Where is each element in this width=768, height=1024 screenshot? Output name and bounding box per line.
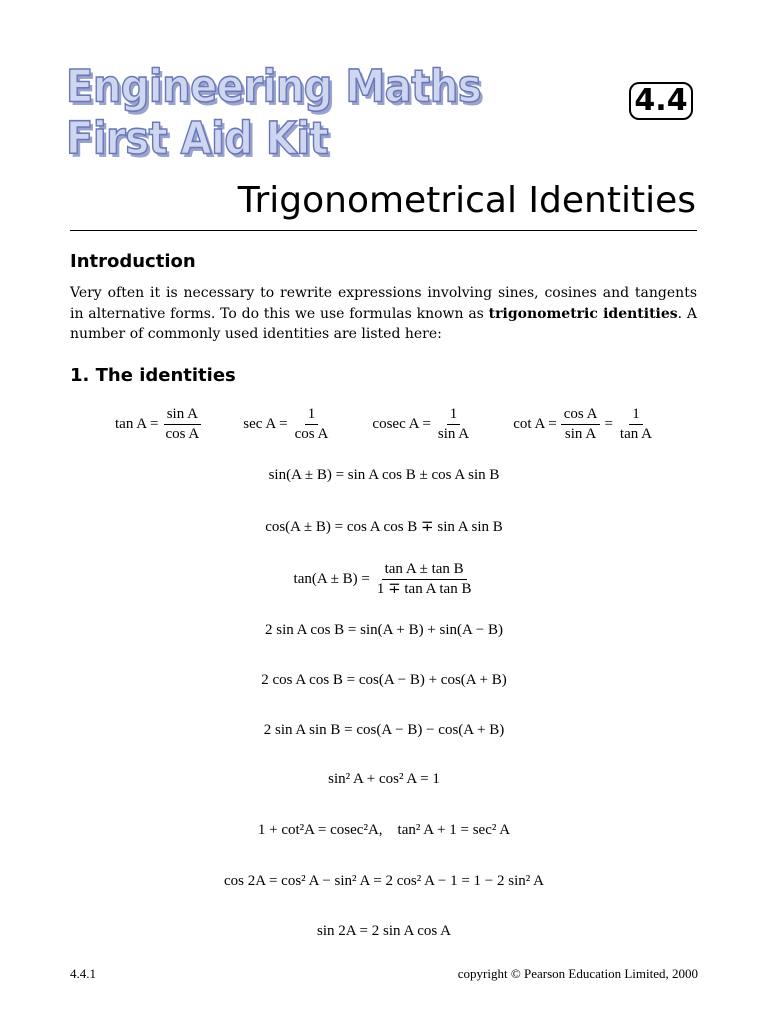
cot-denominator-1: sin A xyxy=(564,426,597,442)
cosec-numerator: 1 xyxy=(447,406,461,425)
identities-heading: 1. The identities xyxy=(70,365,236,386)
product-identity-sin-cos: 2 sin A cos B = sin(A + B) + sin(A − B) xyxy=(264,622,504,638)
pythagorean-identity: sin² A + cos² A = 1 xyxy=(328,771,440,787)
sin-sum-identity: sin(A ± B) = sin A cos B ± cos A sin B xyxy=(268,467,500,483)
tan-sum-identity xyxy=(0,561,768,598)
tan-fraction xyxy=(162,406,202,443)
intro-text-bold-term: trigonometric identities xyxy=(488,305,678,322)
sec-lhs: sec A = xyxy=(243,416,288,432)
pythagorean-identities-cot-tan xyxy=(0,822,768,839)
cot-fraction-2 xyxy=(617,406,655,443)
cot-fraction-1 xyxy=(561,406,601,443)
page-number: 4.4.1 xyxy=(70,966,96,981)
tan-sum-lhs: tan(A ± B) = xyxy=(293,571,370,587)
tan-definition xyxy=(115,406,202,443)
double-angle-cos-identity: cos 2A = cos² A − sin² A = 2 cos² A − 1 = 1 − 2 sin² A xyxy=(223,873,545,889)
tan-numerator: sin A xyxy=(164,406,201,425)
title-divider xyxy=(70,230,697,231)
cot-denominator-2: tan A xyxy=(619,426,652,442)
double-angle-sin-identity: sin 2A = 2 sin A cos A xyxy=(317,923,451,939)
cot-lhs: cot A = xyxy=(513,416,557,432)
tan-sum-expression xyxy=(294,561,475,598)
sec-definition xyxy=(243,406,331,443)
page-title: Trigonometrical Identities xyxy=(237,180,696,221)
cosec-definition xyxy=(372,406,472,443)
introduction-heading: Introduction xyxy=(70,251,196,272)
tan-lhs: tan A = xyxy=(115,416,159,432)
reciprocal-identities-row xyxy=(115,406,655,443)
section-number-badge: 4.4 xyxy=(629,82,693,120)
product-identity-cos-cos: 2 cos A cos B = cos(A − B) + cos(A + B) xyxy=(261,672,507,688)
tan-sum-numerator: tan A ± tan B xyxy=(382,561,467,580)
intro-text-end: . A number of commonly used identities are listed here: xyxy=(70,305,698,342)
sec-numerator: 1 xyxy=(305,406,319,425)
first-aid-kit-logo xyxy=(66,56,482,168)
tan-sum-fraction xyxy=(374,561,475,598)
cot-numerator-1: cos A xyxy=(561,406,601,425)
sec-denominator: cos A xyxy=(294,426,329,442)
cos-sum-identity: cos(A ± B) = cos A cos B ∓ sin A sin B xyxy=(265,519,503,535)
introduction-paragraph xyxy=(70,283,697,345)
cot-equals: = xyxy=(604,416,613,432)
cot-numerator-2: 1 xyxy=(629,406,643,425)
cot-definition xyxy=(513,406,655,443)
sec-fraction xyxy=(292,406,332,443)
pythagorean-cot-tan-text: 1 + cot²A = cosec²A, tan² A + 1 = sec² A xyxy=(257,822,511,838)
logo-line-engineering-maths: Engineering Maths xyxy=(66,61,482,113)
logo-line-first-aid-kit: First Aid Kit xyxy=(66,113,329,165)
cosec-lhs: cosec A = xyxy=(372,416,431,432)
copyright-notice: copyright © Pearson Education Limited, 2000 xyxy=(457,966,698,981)
product-identity-sin-sin: 2 sin A sin B = cos(A − B) − cos(A + B) xyxy=(263,722,505,738)
tan-sum-denominator: 1 ∓ tan A tan B xyxy=(376,581,472,597)
cosec-denominator: sin A xyxy=(437,426,470,442)
cosec-fraction xyxy=(435,406,472,443)
tan-denominator: cos A xyxy=(165,426,200,442)
intro-text-start: Very often it is necessary to rewrite expressions involving sines, cosines and tangents in alternative forms. To do this we use formulas known as xyxy=(70,285,697,322)
